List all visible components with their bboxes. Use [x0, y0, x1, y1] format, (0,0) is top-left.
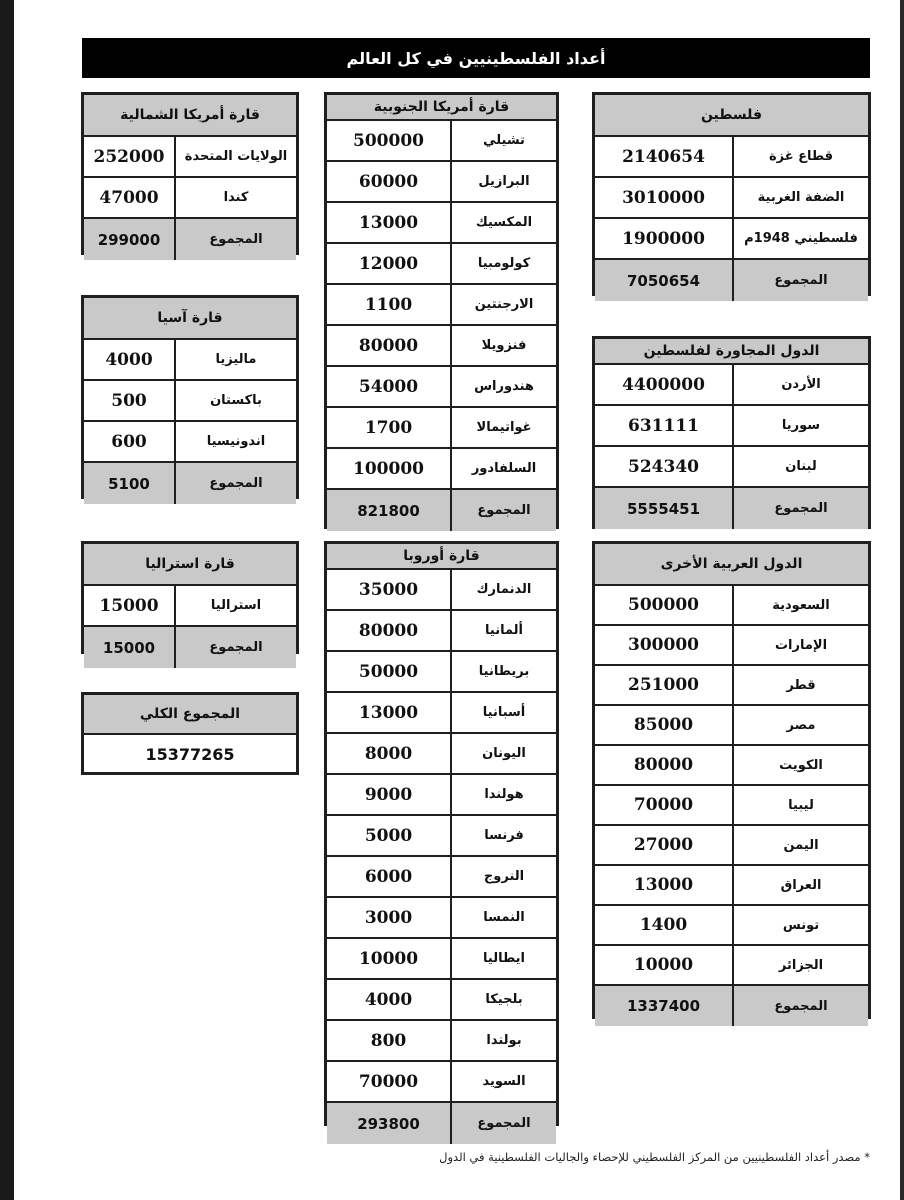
- country-name: فنزويلا: [450, 326, 556, 365]
- population-value: 1700: [364, 417, 413, 438]
- photo-edge-right: [900, 0, 904, 1200]
- population-value: 500000: [628, 595, 699, 615]
- population-value: 524340: [628, 456, 699, 477]
- total-row: [84, 627, 296, 668]
- country-name: تونس: [732, 906, 868, 944]
- table-row: [327, 449, 556, 490]
- table-row: [327, 775, 556, 816]
- country-name: غواتيمالا: [450, 408, 556, 447]
- table-row: [595, 826, 868, 866]
- total-value: 821800: [357, 501, 420, 520]
- total-label: المجموع: [174, 219, 296, 260]
- country-name: بولندا: [450, 1021, 556, 1060]
- country-name: السعودية: [732, 586, 868, 624]
- table-row: [327, 570, 556, 611]
- population-value: 1400: [639, 915, 688, 935]
- country-name: قطر: [732, 666, 868, 704]
- country-name: الضفة الغربية: [732, 178, 868, 217]
- country-name: قطاع غزة: [732, 137, 868, 176]
- country-name: الأردن: [732, 365, 868, 404]
- table-row: [327, 1062, 556, 1103]
- population-value: 5000: [364, 825, 413, 846]
- photo-edge-left: [0, 0, 14, 1200]
- table-row: [595, 706, 868, 746]
- country-name: السويد: [450, 1062, 556, 1101]
- population-value: 10000: [358, 948, 419, 969]
- population-value: 3010000: [622, 187, 705, 208]
- table-row: [327, 898, 556, 939]
- table-row: [595, 946, 868, 986]
- population-value: 47000: [99, 187, 159, 208]
- table-header: الدول العربية الأخرى: [595, 544, 868, 586]
- country-name: ايطاليا: [450, 939, 556, 978]
- table-header: قارة أمريكا الشمالية: [84, 95, 296, 137]
- total-value: 7050654: [626, 271, 701, 290]
- country-name: فرنسا: [450, 816, 556, 855]
- population-value: 13000: [358, 212, 419, 233]
- population-value: 8000: [364, 743, 413, 764]
- table-row: [84, 137, 296, 178]
- total-value: 293800: [357, 1114, 420, 1133]
- population-value: 85000: [633, 715, 694, 735]
- country-name: بلجيكا: [450, 980, 556, 1019]
- country-name: أسبانيا: [450, 693, 556, 732]
- neighbors-table: [592, 336, 871, 529]
- table-row: [595, 866, 868, 906]
- table-row: [595, 666, 868, 706]
- table-row: [84, 340, 296, 381]
- population-value: 80000: [358, 335, 419, 356]
- table-row: [595, 137, 868, 178]
- population-value: 500: [111, 390, 147, 411]
- table-row: [84, 422, 296, 463]
- population-value: 27000: [633, 835, 694, 855]
- population-value: 15000: [99, 595, 159, 616]
- country-name: هندوراس: [450, 367, 556, 406]
- country-name: مصر: [732, 706, 868, 744]
- grand-total-value: 15377265: [145, 745, 235, 764]
- table-row: [327, 939, 556, 980]
- asia-table: [81, 295, 299, 499]
- table-row: [327, 611, 556, 652]
- total-row: [595, 986, 868, 1026]
- table-row: [84, 586, 296, 627]
- total-row: [84, 219, 296, 260]
- country-name: بريطانيا: [450, 652, 556, 691]
- table-row: [327, 367, 556, 408]
- population-value: 6000: [364, 866, 413, 887]
- palestine-table: [592, 92, 871, 296]
- population-value: 2140654: [622, 146, 705, 167]
- total-label: المجموع: [732, 986, 868, 1026]
- population-value: 60000: [358, 171, 419, 192]
- total-label: المجموع: [732, 488, 868, 529]
- table-row: [327, 121, 556, 162]
- total-row: [84, 463, 296, 504]
- country-name: ماليزيا: [174, 340, 296, 379]
- country-name: اليمن: [732, 826, 868, 864]
- table-row: [327, 162, 556, 203]
- country-name: باكستان: [174, 381, 296, 420]
- country-name: النمسا: [450, 898, 556, 937]
- total-value: 1337400: [626, 997, 701, 1015]
- population-value: 631111: [628, 415, 699, 436]
- population-value: 500000: [353, 130, 424, 151]
- country-name: كندا: [174, 178, 296, 217]
- south-america-table: [324, 92, 559, 529]
- country-name: ألمانيا: [450, 611, 556, 650]
- table-row: [327, 285, 556, 326]
- population-value: 251000: [628, 675, 699, 695]
- total-value: 5100: [108, 474, 150, 493]
- population-value: 4000: [105, 349, 153, 370]
- total-row: [595, 488, 868, 529]
- population-value: 100000: [353, 458, 424, 479]
- arab-countries-table: [592, 541, 871, 1019]
- table-header: الدول المجاورة لفلسطين: [595, 339, 868, 365]
- table-header: قارة استراليا: [84, 544, 296, 586]
- population-value: 600: [111, 431, 147, 452]
- table-row: [595, 746, 868, 786]
- table-row: [327, 408, 556, 449]
- table-row: [595, 406, 868, 447]
- population-value: 80000: [633, 755, 694, 775]
- population-value: 300000: [628, 635, 699, 655]
- table-row: [327, 734, 556, 775]
- europe-table: [324, 541, 559, 1133]
- country-name: العراق: [732, 866, 868, 904]
- population-value: 1900000: [622, 228, 705, 249]
- total-label: المجموع: [174, 463, 296, 504]
- total-label: المجموع: [450, 1103, 556, 1144]
- population-value: 800: [370, 1030, 407, 1051]
- grand-total-table: [81, 692, 299, 775]
- country-name: هولندا: [450, 775, 556, 814]
- table-row: [595, 786, 868, 826]
- country-name: اليونان: [450, 734, 556, 773]
- country-name: الارجنتين: [450, 285, 556, 324]
- country-name: الولايات المتحدة: [174, 137, 296, 176]
- country-name: النروج: [450, 857, 556, 896]
- table-row: [595, 365, 868, 406]
- population-value: 12000: [358, 253, 419, 274]
- population-value: 13000: [633, 875, 694, 895]
- country-name: ليبيا: [732, 786, 868, 824]
- table-header: فلسطين: [595, 95, 868, 137]
- table-row: [327, 693, 556, 734]
- page-title: أعداد الفلسطينيين في كل العالم: [82, 38, 870, 78]
- total-label: المجموع: [732, 260, 868, 301]
- table-row: [327, 1021, 556, 1062]
- total-label: المجموع: [174, 627, 296, 668]
- total-label: المجموع: [450, 490, 556, 531]
- grand-total-row: [84, 735, 296, 774]
- table-header: قارة أوروبا: [327, 544, 556, 570]
- total-value: 15000: [102, 638, 156, 657]
- country-name: كولومبيا: [450, 244, 556, 283]
- country-name: تشيلي: [450, 121, 556, 160]
- table-header: قارة أمريكا الجنوبية: [327, 95, 556, 121]
- population-value: 50000: [358, 661, 419, 682]
- country-name: سوريا: [732, 406, 868, 445]
- country-name: فلسطيني 1948م: [732, 219, 868, 258]
- population-value: 3000: [364, 907, 413, 928]
- table-row: [595, 626, 868, 666]
- grand-total-label: المجموع الكلي: [84, 695, 296, 735]
- source-footnote: * مصدر أعداد الفلسطينيين من المركز الفلسطيني للإحصاء والجاليات الفلسطينية في الدول: [439, 1150, 870, 1164]
- population-value: 4000: [364, 989, 413, 1010]
- population-value: 80000: [358, 620, 419, 641]
- country-name: البرازيل: [450, 162, 556, 201]
- table-row: [327, 857, 556, 898]
- population-value: 13000: [358, 702, 419, 723]
- population-value: 1100: [364, 294, 413, 315]
- population-value: 70000: [358, 1071, 419, 1092]
- table-row: [327, 816, 556, 857]
- total-value: 299000: [97, 230, 161, 249]
- population-value: 4400000: [622, 374, 705, 395]
- table-header: قارة آسيا: [84, 298, 296, 340]
- table-row: [84, 178, 296, 219]
- table-row: [327, 203, 556, 244]
- country-name: الجزائر: [732, 946, 868, 984]
- table-row: [327, 244, 556, 285]
- population-value: 70000: [633, 795, 694, 815]
- total-row: [327, 490, 556, 531]
- table-row: [595, 586, 868, 626]
- country-name: الإمارات: [732, 626, 868, 664]
- country-name: استراليا: [174, 586, 296, 625]
- australia-table: [81, 541, 299, 657]
- table-row: [595, 178, 868, 219]
- table-row: [327, 326, 556, 367]
- north-america-table: [81, 92, 299, 255]
- population-value: 9000: [364, 784, 413, 805]
- table-row: [84, 381, 296, 422]
- table-row: [327, 652, 556, 693]
- country-name: المكسيك: [450, 203, 556, 242]
- population-value: 54000: [358, 376, 419, 397]
- population-value: 252000: [93, 146, 165, 167]
- total-value: 5555451: [626, 499, 701, 518]
- table-row: [595, 447, 868, 488]
- total-row: [327, 1103, 556, 1144]
- population-value: 35000: [358, 579, 419, 600]
- total-row: [595, 260, 868, 301]
- country-name: لبنان: [732, 447, 868, 486]
- table-row: [327, 980, 556, 1021]
- country-name: السلفادور: [450, 449, 556, 488]
- table-row: [595, 219, 868, 260]
- table-row: [595, 906, 868, 946]
- country-name: اندونيسيا: [174, 422, 296, 461]
- country-name: الكويت: [732, 746, 868, 784]
- population-value: 10000: [633, 955, 694, 975]
- country-name: الدنمارك: [450, 570, 556, 609]
